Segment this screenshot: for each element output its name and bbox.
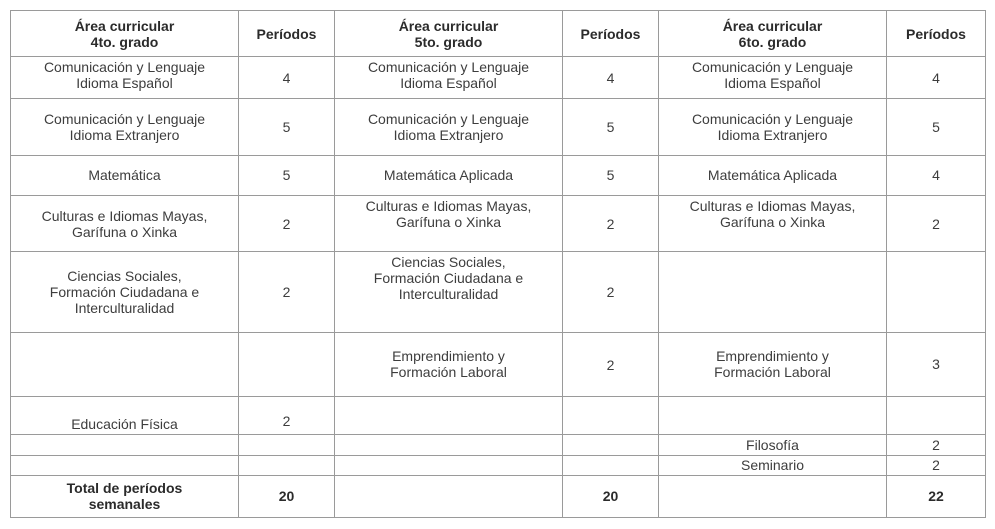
- table-row: [11, 332, 986, 396]
- total-periods-6to: 22: [887, 475, 986, 517]
- header-row: [11, 11, 986, 57]
- table-row: [11, 99, 986, 155]
- cell-periods-4to: [239, 455, 335, 475]
- cell-periods-5to: 5: [563, 155, 659, 195]
- cell-area-5to: Culturas e Idiomas Mayas, Garífuna o Xinka: [335, 195, 563, 251]
- cell-periods-6to: [887, 397, 986, 435]
- cell-periods-6to: 5: [887, 99, 986, 155]
- total-row: [11, 475, 986, 517]
- cell-area-6to: [659, 397, 887, 435]
- cell-area-5to: Emprendimiento y Formación Laboral: [335, 332, 563, 396]
- header-periods-4to: Períodos: [239, 11, 335, 57]
- cell-periods-4to: 2: [239, 195, 335, 251]
- header-area-5to: Área curricular 5to. grado: [335, 11, 563, 57]
- cell-area-6to: Comunicación y Lenguaje Idioma Español: [659, 57, 887, 99]
- cell-area-4to: Matemática: [11, 155, 239, 195]
- table-row: [11, 252, 986, 333]
- curriculum-table-container: [10, 10, 985, 518]
- cell-area-4to: Comunicación y Lenguaje Idioma Español: [11, 57, 239, 99]
- header-periods-6to: Períodos: [887, 11, 986, 57]
- cell-area-4to: Culturas e Idiomas Mayas, Garífuna o Xinka: [11, 195, 239, 251]
- table-row: [11, 435, 986, 455]
- cell-area-5to: Comunicación y Lenguaje Idioma Extranjero: [335, 99, 563, 155]
- cell-area-6to: [659, 252, 887, 333]
- cell-periods-5to: 5: [563, 99, 659, 155]
- cell-periods-6to: 2: [887, 435, 986, 455]
- header-area-6to: Área curricular 6to. grado: [659, 11, 887, 57]
- total-label: Total de períodos semanales: [11, 475, 239, 517]
- cell-periods-4to: 4: [239, 57, 335, 99]
- cell-area-5to: [335, 435, 563, 455]
- cell-periods-4to: 5: [239, 155, 335, 195]
- table-row: [11, 455, 986, 475]
- cell-periods-5to: 2: [563, 332, 659, 396]
- cell-periods-5to: [563, 435, 659, 455]
- cell-periods-4to: 2: [239, 397, 335, 435]
- cell-periods-4to: 2: [239, 252, 335, 333]
- cell-area-5to: Matemática Aplicada: [335, 155, 563, 195]
- curriculum-table: [10, 10, 986, 518]
- cell-area-4to: Educación Física: [11, 397, 239, 435]
- cell-area-6to: Comunicación y Lenguaje Idioma Extranjero: [659, 99, 887, 155]
- cell-periods-5to: [563, 397, 659, 435]
- header-periods-5to: Períodos: [563, 11, 659, 57]
- total-periods-5to: 20: [563, 475, 659, 517]
- table-row: [11, 195, 986, 251]
- cell-periods-6to: 2: [887, 455, 986, 475]
- cell-periods-6to: 3: [887, 332, 986, 396]
- cell-area-6to: Seminario: [659, 455, 887, 475]
- table-row: [11, 57, 986, 99]
- cell-area-4to: [11, 435, 239, 455]
- cell-area-5to: Comunicación y Lenguaje Idioma Español: [335, 57, 563, 99]
- cell-area-4to: [11, 455, 239, 475]
- cell-area-6to: Matemática Aplicada: [659, 155, 887, 195]
- cell-periods-5to: [563, 455, 659, 475]
- cell-periods-4to: 5: [239, 99, 335, 155]
- table-row: [11, 397, 986, 435]
- cell-area-6to: Emprendimiento y Formación Laboral: [659, 332, 887, 396]
- total-empty-6to: [659, 475, 887, 517]
- cell-area-6to: Filosofía: [659, 435, 887, 455]
- cell-periods-6to: 4: [887, 155, 986, 195]
- cell-periods-4to: [239, 435, 335, 455]
- cell-periods-6to: 4: [887, 57, 986, 99]
- cell-periods-6to: 2: [887, 195, 986, 251]
- cell-area-4to: Comunicación y Lenguaje Idioma Extranjero: [11, 99, 239, 155]
- cell-periods-5to: 4: [563, 57, 659, 99]
- cell-area-5to: [335, 397, 563, 435]
- cell-area-4to: Ciencias Sociales, Formación Ciudadana e Interculturalidad: [11, 252, 239, 333]
- cell-area-5to: [335, 455, 563, 475]
- table-row: [11, 155, 986, 195]
- cell-periods-5to: 2: [563, 195, 659, 251]
- cell-area-4to: [11, 332, 239, 396]
- cell-area-5to: Ciencias Sociales, Formación Ciudadana e Interculturalidad: [335, 252, 563, 333]
- cell-area-6to: Culturas e Idiomas Mayas, Garífuna o Xinka: [659, 195, 887, 251]
- cell-periods-5to: 2: [563, 252, 659, 333]
- total-empty-5to: [335, 475, 563, 517]
- header-area-4to: Área curricular 4to. grado: [11, 11, 239, 57]
- total-periods-4to: 20: [239, 475, 335, 517]
- cell-periods-4to: [239, 332, 335, 396]
- cell-periods-6to: [887, 252, 986, 333]
